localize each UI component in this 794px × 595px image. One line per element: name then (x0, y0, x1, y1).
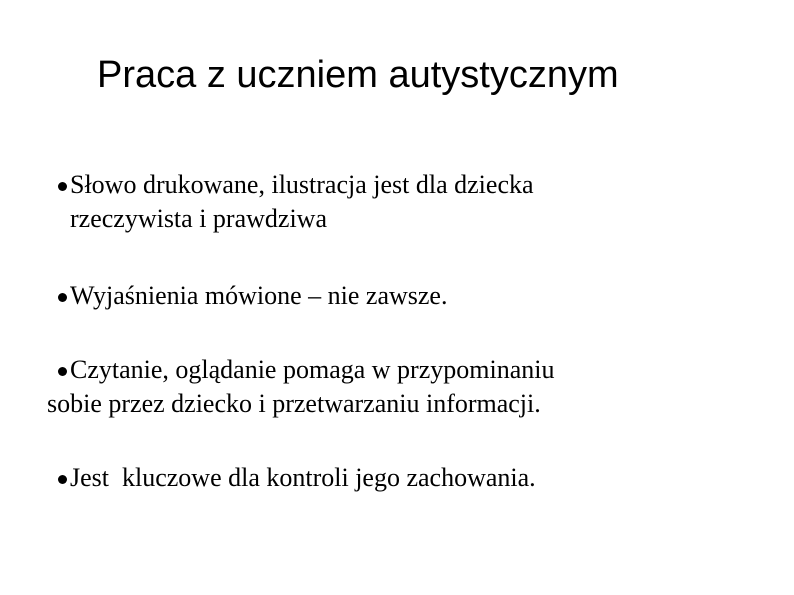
bullet-text-1-line-2: rzeczywista i prawdziwa (70, 204, 327, 233)
bullet-dot-icon (58, 293, 67, 302)
bullet-item-4 (58, 461, 536, 495)
bullet-item-1 (58, 168, 534, 236)
bullet-text-4-line-1: Jest kluczowe dla kontroli jego zachowania. (70, 463, 536, 492)
bullet-text-3-line-1: Czytanie, oglądanie pomaga w przypominaniu (70, 355, 555, 384)
slide-title: Praca z uczniem autystycznym (97, 54, 619, 96)
bullet-item-2 (58, 279, 447, 313)
bullet-dot-icon (58, 367, 67, 376)
bullet-dot-icon (58, 475, 67, 484)
bullet-dot-icon (58, 182, 67, 191)
bullet-text-1-line-1: Słowo drukowane, ilustracja jest dla dziecka (70, 170, 534, 199)
bullet-text-2-line-1: Wyjaśnienia mówione – nie zawsze. (70, 281, 448, 310)
bullet-text-3-line-2: sobie przez dziecko i przetwarzaniu informacji. (47, 389, 541, 418)
bullet-item-3 (47, 353, 554, 421)
